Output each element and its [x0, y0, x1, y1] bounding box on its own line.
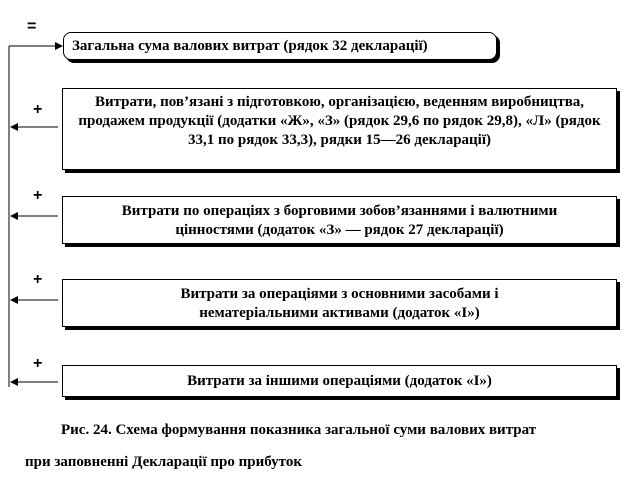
plus-sign-4: + — [33, 355, 43, 372]
expense-box-debt-currency: Витрати по операціях з борговими зобов’язаннями і валютними цінностями (додаток «З» — рядок 27 декларації) — [62, 196, 617, 244]
expense-box-fixed-assets: Витрати за операціями з основними засобами і нематеріальними активами (додаток «І») — [62, 279, 617, 327]
plus-sign-2: + — [33, 187, 43, 204]
caption-line-1: Рис. 24. Схема формування показника загальної суми валових витрат — [61, 422, 537, 438]
figure-caption — [25, 414, 620, 478]
expense-box-other: Витрати за іншими операціями (додаток «І») — [62, 365, 617, 397]
plus-sign-3: + — [33, 271, 43, 288]
plus-sign-1: + — [33, 101, 43, 118]
caption-line-2: при заповненні Декларації про прибуток — [25, 454, 302, 470]
total-expenses-box: Загальна сума валових витрат (рядок 32 декларації) — [63, 32, 497, 60]
equals-sign: = — [27, 18, 37, 35]
expense-box-production: Витрати, пов’язані з підготовкою, організацією, веденням виробництва, продажем продукції (додатки «Ж», «З» (рядок 29,6 по рядок 29,8), «Л» (рядок 33,1 по рядок 33,3), рядки 15—26 декларації) — [62, 88, 617, 170]
